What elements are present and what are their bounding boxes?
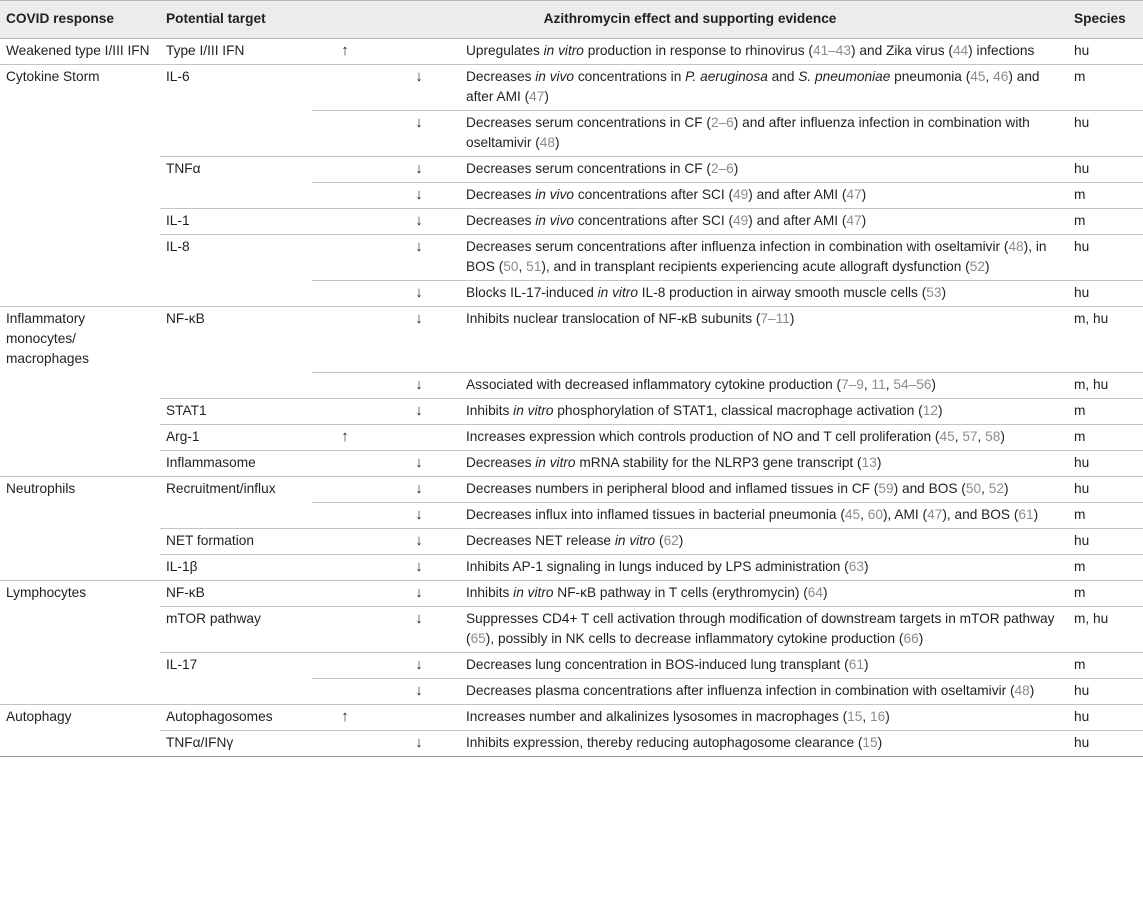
cell-effect-evidence (460, 372, 1068, 398)
cell-effect-evidence (460, 183, 1068, 209)
table-row (0, 398, 1143, 424)
reference-citation: 66 (903, 630, 919, 646)
effect-text: Decreases (466, 187, 536, 202)
reference-citation: 41–43 (812, 43, 852, 58)
cell-covid-response (0, 424, 160, 450)
arrow-empty-cell (312, 209, 378, 235)
table-row (0, 235, 1143, 281)
italic-text: in vivo (535, 69, 575, 84)
cell-species: m, hu (1068, 606, 1143, 652)
arrow-empty-cell (312, 398, 378, 424)
cell-covid-response: Weakened type I/III IFN (0, 39, 160, 65)
reference-citation: 16 (870, 708, 886, 724)
cell-species: m (1068, 209, 1143, 235)
effect-text: ) (861, 187, 867, 202)
cell-effect-evidence (460, 704, 1068, 730)
table-row (0, 730, 1143, 756)
arrow-empty-cell (312, 111, 378, 157)
table-row (0, 307, 1143, 373)
effect-text: ) (941, 285, 947, 300)
reference-citation: 61 (848, 656, 864, 672)
effect-text: Decreases influx into inflamed tissues in bacterial pneumonia ( (466, 506, 845, 522)
cell-species: m (1068, 398, 1143, 424)
table-row (0, 424, 1143, 450)
effect-text: ) (861, 213, 867, 228)
effect-text: ) (877, 734, 883, 750)
arrow-empty-cell (312, 372, 378, 398)
reference-citation: 15 (862, 734, 878, 750)
arrow-empty-cell (312, 502, 378, 528)
effect-text: Decreases serum concentrations in CF ( (466, 115, 711, 130)
effect-text: ), possibly in NK cells to decrease inflammatory cytokine production ( (485, 630, 904, 646)
reference-citation: 49 (733, 213, 749, 228)
effect-text: concentrations after SCI ( (574, 187, 734, 202)
table-row (0, 678, 1143, 704)
cell-effect-evidence (460, 157, 1068, 183)
cell-potential-target: NET formation (160, 528, 312, 554)
effect-text: Suppresses CD4+ T cell activation through modification of downstream targets in mTOR pathway ( (466, 610, 1055, 646)
cell-effect-evidence (460, 307, 1068, 373)
effect-text: , (862, 708, 870, 724)
table-row (0, 209, 1143, 235)
cell-effect-evidence (460, 39, 1068, 65)
effect-text: ) (863, 558, 869, 574)
table-row (0, 450, 1143, 476)
cell-covid-response (0, 281, 160, 307)
cell-covid-response (0, 209, 160, 235)
cell-covid-response (0, 157, 160, 183)
cell-potential-target: IL-6 (166, 69, 190, 84)
effect-text: ) (1033, 506, 1039, 522)
cell-effect-evidence (460, 580, 1068, 606)
reference-citation: 11 (871, 376, 886, 392)
table-row (0, 652, 1143, 678)
cell-species: hu (1068, 111, 1143, 157)
effect-text: ) (885, 708, 890, 724)
table-row (0, 111, 1143, 157)
cell-species: m (1068, 502, 1143, 528)
cell-covid-response: Cytokine Storm (6, 69, 100, 84)
cell-effect-evidence (460, 424, 1068, 450)
reference-citation: 53 (926, 285, 942, 300)
reference-citation: 49 (733, 187, 749, 202)
header-effect: Azithromycin effect and supporting evidence (312, 1, 1068, 39)
effect-text: , (518, 259, 527, 274)
reference-citation: 47 (927, 506, 943, 522)
effect-text: Decreases (466, 213, 536, 228)
cell-species: hu (1068, 235, 1143, 281)
reference-citation: 45 (939, 428, 955, 444)
arrow-empty-cell (312, 606, 378, 652)
cell-effect-evidence (460, 528, 1068, 554)
arrow-empty-cell (312, 281, 378, 307)
arrow-empty-cell (312, 554, 378, 580)
cell-species: m, hu (1068, 372, 1143, 398)
effect-text: , (985, 69, 994, 84)
effect-text: Decreases NET release (466, 532, 615, 548)
reference-citation: 48 (1008, 239, 1024, 254)
effect-text: ) (918, 630, 924, 646)
reference-citation: 57 (962, 428, 978, 444)
reference-citation: 2–6 (710, 115, 734, 130)
reference-citation: 7–11 (760, 311, 790, 326)
effect-text: , (981, 480, 989, 496)
effect-text: ( (655, 532, 664, 548)
reference-citation: 60 (867, 506, 883, 522)
effect-text: Blocks IL-17-induced (466, 285, 598, 300)
cell-potential-target (160, 502, 312, 528)
cell-species: m (1068, 554, 1143, 580)
effect-text: ) and BOS ( (893, 480, 966, 496)
effect-text: ), AMI ( (882, 506, 928, 522)
effect-text: production in response to rhinovirus ( (583, 43, 813, 58)
cell-species: hu (1068, 39, 1143, 65)
reference-citation: 2–6 (710, 161, 734, 176)
table-row (0, 476, 1143, 502)
italic-text: in vivo (535, 213, 575, 228)
up-arrow-icon: ↑ (312, 704, 378, 730)
table-row (0, 65, 1143, 111)
reference-citation: 52 (969, 259, 985, 274)
cell-potential-target: IL-1 (160, 209, 312, 235)
table-body (0, 39, 1143, 757)
effect-text: ) (678, 532, 684, 548)
cell-covid-response (0, 652, 160, 678)
down-arrow-icon: ↓ (378, 65, 460, 111)
effect-text: ), and BOS ( (942, 506, 1019, 522)
cell-effect-evidence (460, 111, 1068, 157)
italic-text: in vitro (597, 285, 638, 300)
cell-species: m, hu (1068, 307, 1143, 373)
effect-text: ) (931, 376, 936, 392)
down-arrow-icon: ↓ (378, 372, 460, 398)
cell-effect-evidence (460, 678, 1068, 704)
arrow-empty-cell (312, 652, 378, 678)
effect-text: Inhibits (466, 584, 514, 600)
effect-text: phosphorylation of STAT1, classical macrophage activation ( (553, 402, 923, 418)
down-arrow-icon: ↓ (378, 502, 460, 528)
cell-species: m (1068, 424, 1143, 450)
cell-species: m (1068, 652, 1143, 678)
cell-effect-evidence (460, 730, 1068, 756)
table-row (0, 528, 1143, 554)
reference-citation: 52 (988, 480, 1004, 496)
cell-effect-evidence (460, 554, 1068, 580)
effect-text: , (863, 376, 872, 392)
effect-text: , (977, 428, 986, 444)
cell-covid-response: Autophagy (6, 708, 72, 724)
header-species: Species (1068, 1, 1143, 39)
cell-covid-response (0, 398, 160, 424)
reference-citation: 44 (952, 43, 969, 58)
cell-effect-evidence (460, 281, 1068, 307)
cell-potential-target: Recruitment/influx (166, 480, 276, 496)
up-arrow-icon: ↑ (312, 424, 378, 450)
header-row (0, 1, 1143, 39)
cell-covid-response (0, 554, 160, 580)
cell-species: hu (1068, 450, 1143, 476)
cell-species: hu (1068, 157, 1143, 183)
cell-species: hu (1068, 528, 1143, 554)
table-row (0, 39, 1143, 65)
effect-text: Decreases (466, 454, 536, 470)
down-arrow-icon: ↓ (378, 678, 460, 704)
cell-species: hu (1068, 281, 1143, 307)
effect-text: ) and after influenza infection in combination with oseltamivir ( (466, 115, 1030, 150)
cell-species: m (1068, 65, 1143, 111)
down-arrow-icon: ↓ (378, 111, 460, 157)
cell-effect-evidence (460, 606, 1068, 652)
cell-potential-target (160, 111, 312, 157)
cell-effect-evidence (460, 65, 1068, 111)
italic-text: S. pneumoniae (798, 69, 891, 84)
reference-citation: 47 (846, 187, 862, 202)
effect-text: pneumonia ( (890, 69, 971, 84)
effect-text: Inhibits nuclear translocation of NF-κB subunits ( (466, 311, 761, 326)
effect-text: , (954, 428, 963, 444)
cell-potential-target: Autophagosomes (160, 704, 312, 730)
up-arrow-icon: ↑ (312, 39, 378, 65)
table-row (0, 704, 1143, 730)
italic-text: in vitro (513, 584, 554, 600)
cell-potential-target: mTOR pathway (160, 606, 312, 652)
cell-covid-response (0, 678, 160, 704)
effect-text: ) infections (968, 43, 1035, 58)
cell-potential-target: TNFα/IFNγ (160, 730, 312, 756)
cell-covid-response (0, 502, 160, 528)
reference-citation: 61 (1018, 506, 1034, 522)
effect-text: , (860, 506, 868, 522)
effect-text: Inhibits (466, 402, 514, 418)
reference-citation: 51 (526, 259, 542, 274)
effect-text: Increases number and alkalinizes lysosomes in macrophages ( (466, 708, 848, 724)
cell-potential-target (160, 281, 312, 307)
cell-potential-target: NF-κB (160, 580, 312, 606)
down-arrow-icon: ↓ (378, 281, 460, 307)
cell-species: hu (1068, 476, 1143, 502)
effect-text: IL-8 production in airway smooth muscle cells ( (637, 285, 927, 300)
cell-covid-response: Neutrophils (6, 480, 76, 496)
effect-text: ) and after AMI ( (466, 69, 1040, 104)
arrow-empty-cell (312, 730, 378, 756)
cell-species: hu (1068, 678, 1143, 704)
down-arrow-icon: ↓ (378, 580, 460, 606)
arrow-empty-cell (312, 235, 378, 281)
cell-species: hu (1068, 704, 1143, 730)
down-arrow-icon: ↓ (378, 450, 460, 476)
cell-effect-evidence (460, 398, 1068, 424)
table-row (0, 554, 1143, 580)
cell-potential-target: Inflammasome (160, 450, 312, 476)
reference-citation: 54–56 (893, 376, 932, 392)
cell-covid-response (0, 730, 160, 756)
effect-text: Inhibits AP-1 signaling in lungs induced by LPS administration ( (466, 558, 849, 574)
cell-potential-target: IL-1β (160, 554, 312, 580)
effect-text: Decreases (466, 69, 536, 84)
cell-covid-response (0, 111, 160, 157)
effect-text: ) (823, 584, 828, 600)
cell-effect-evidence (460, 502, 1068, 528)
down-arrow-icon: ↓ (378, 476, 460, 502)
table-row (0, 157, 1143, 183)
effect-text: ) (733, 161, 739, 176)
effect-text: ) (555, 135, 560, 150)
down-arrow-icon: ↓ (378, 398, 460, 424)
cell-potential-target: NF-κB (166, 311, 205, 326)
arrow-empty-cell (312, 307, 378, 373)
italic-text: in vitro (535, 454, 576, 470)
down-arrow-icon: ↓ (378, 307, 460, 373)
reference-citation: 48 (1014, 682, 1030, 698)
cell-covid-response: Inflammatory monocytes/ macrophages (6, 311, 89, 366)
cell-species: m (1068, 580, 1143, 606)
cell-potential-target: Arg-1 (160, 424, 312, 450)
effect-text: ) (984, 259, 990, 274)
effect-text: ) and after AMI ( (748, 213, 847, 228)
cell-species: hu (1068, 730, 1143, 756)
arrow-empty-cell (312, 580, 378, 606)
arrow-empty-cell (378, 424, 460, 450)
cell-effect-evidence (460, 476, 1068, 502)
down-arrow-icon: ↓ (378, 183, 460, 209)
effect-text: Increases expression which controls production of NO and T cell proliferation ( (466, 428, 940, 444)
effect-text: Inhibits expression, thereby reducing autophagosome clearance ( (466, 734, 863, 750)
reference-citation: 48 (539, 135, 556, 150)
down-arrow-icon: ↓ (378, 528, 460, 554)
cell-effect-evidence (460, 450, 1068, 476)
cell-potential-target: Type I/III IFN (160, 39, 312, 65)
header-potential-target: Potential target (160, 1, 312, 39)
effect-text: ), in BOS ( (466, 239, 1047, 274)
down-arrow-icon: ↓ (378, 652, 460, 678)
effect-text: ) (544, 89, 549, 104)
down-arrow-icon: ↓ (378, 606, 460, 652)
down-arrow-icon: ↓ (378, 235, 460, 281)
cell-effect-evidence (460, 235, 1068, 281)
italic-text: in vitro (513, 402, 554, 418)
effect-text: ) (863, 656, 869, 672)
arrow-empty-cell (312, 450, 378, 476)
cell-covid-response (0, 450, 160, 476)
table-row (0, 183, 1143, 209)
reference-citation: 13 (861, 454, 877, 470)
effect-text: Decreases numbers in peripheral blood and inflamed tissues in CF ( (466, 480, 879, 496)
reference-citation: 58 (985, 428, 1001, 444)
reference-citation: 46 (993, 69, 1009, 84)
arrow-empty-cell (378, 704, 460, 730)
effect-text: Decreases serum concentrations after influenza infection in combination with oseltamivir ( (466, 239, 1009, 254)
effect-text: ) and after AMI ( (748, 187, 847, 202)
cell-potential-target (160, 678, 312, 704)
effect-text: ), and in transplant recipients experiencing acute allograft dysfunction ( (541, 259, 970, 274)
effect-text: concentrations after SCI ( (574, 213, 734, 228)
italic-text: in vitro (614, 532, 656, 548)
reference-citation: 47 (846, 213, 862, 228)
effect-text: Decreases serum concentrations in CF ( (466, 161, 711, 176)
reference-citation: 59 (878, 480, 894, 496)
reference-citation: 65 (470, 630, 486, 646)
effect-text: ) (1029, 682, 1035, 698)
arrow-empty-cell (312, 65, 378, 111)
italic-text: in vivo (535, 187, 575, 202)
cell-potential-target: TNFα (166, 161, 201, 176)
table-row (0, 281, 1143, 307)
arrow-empty-cell (378, 39, 460, 65)
cell-effect-evidence (460, 652, 1068, 678)
table-row (0, 502, 1143, 528)
down-arrow-icon: ↓ (378, 157, 460, 183)
arrow-empty-cell (312, 157, 378, 183)
reference-citation: 47 (529, 89, 545, 104)
effect-text: Decreases plasma concentrations after influenza infection in combination with oseltamivir ( (466, 682, 1015, 698)
cell-potential-target: STAT1 (160, 398, 312, 424)
effect-text: ) (1000, 428, 1005, 444)
down-arrow-icon: ↓ (378, 209, 460, 235)
effect-text: ) (1003, 480, 1009, 496)
reference-citation: 12 (922, 402, 938, 418)
down-arrow-icon: ↓ (378, 730, 460, 756)
effect-text: Upregulates (466, 43, 544, 58)
reference-citation: 62 (663, 532, 679, 548)
italic-text: P. aeruginosa (685, 69, 768, 84)
cell-covid-response (0, 372, 160, 398)
cell-species: m (1068, 183, 1143, 209)
header-covid-response: COVID response (0, 1, 160, 39)
reference-citation: 45 (844, 506, 861, 522)
reference-citation: 50 (503, 259, 519, 274)
effect-text: and (767, 69, 799, 84)
cell-potential-target: IL-8 (166, 239, 190, 254)
cell-potential-target (160, 183, 312, 209)
cell-covid-response (0, 235, 160, 281)
reference-citation: 7–9 (841, 376, 864, 392)
effect-text: , (885, 376, 894, 392)
table-row (0, 372, 1143, 398)
cell-covid-response: Lymphocytes (6, 584, 87, 600)
table-row (0, 606, 1143, 652)
arrow-empty-cell (312, 476, 378, 502)
cell-covid-response (0, 606, 160, 652)
arrow-empty-cell (312, 183, 378, 209)
reference-citation: 63 (848, 558, 864, 574)
reference-citation: 50 (965, 480, 982, 496)
effect-text: ) (937, 402, 943, 418)
cell-effect-evidence (460, 209, 1068, 235)
effect-text: mRNA stability for the NLRP3 gene transcript ( (575, 454, 862, 470)
reference-citation: 15 (847, 708, 863, 724)
reference-citation: 64 (807, 584, 824, 600)
effect-text: ) (876, 454, 882, 470)
cell-potential-target (160, 372, 312, 398)
effect-text: concentrations in (574, 69, 686, 84)
effect-text: ) (789, 311, 795, 326)
table-row (0, 580, 1143, 606)
arrow-empty-cell (312, 528, 378, 554)
effect-text: ) and Zika virus ( (851, 43, 953, 58)
cell-covid-response (0, 183, 160, 209)
arrow-empty-cell (312, 678, 378, 704)
down-arrow-icon: ↓ (378, 554, 460, 580)
effect-text: Decreases lung concentration in BOS-induced lung transplant ( (466, 656, 849, 672)
cell-potential-target: IL-17 (166, 656, 198, 672)
effect-text: NF-κB pathway in T cells (erythromycin) ( (553, 584, 808, 600)
italic-text: in vitro (543, 43, 584, 58)
cell-covid-response (0, 528, 160, 554)
reference-citation: 45 (970, 69, 986, 84)
effect-text: Associated with decreased inflammatory cytokine production ( (466, 376, 842, 392)
